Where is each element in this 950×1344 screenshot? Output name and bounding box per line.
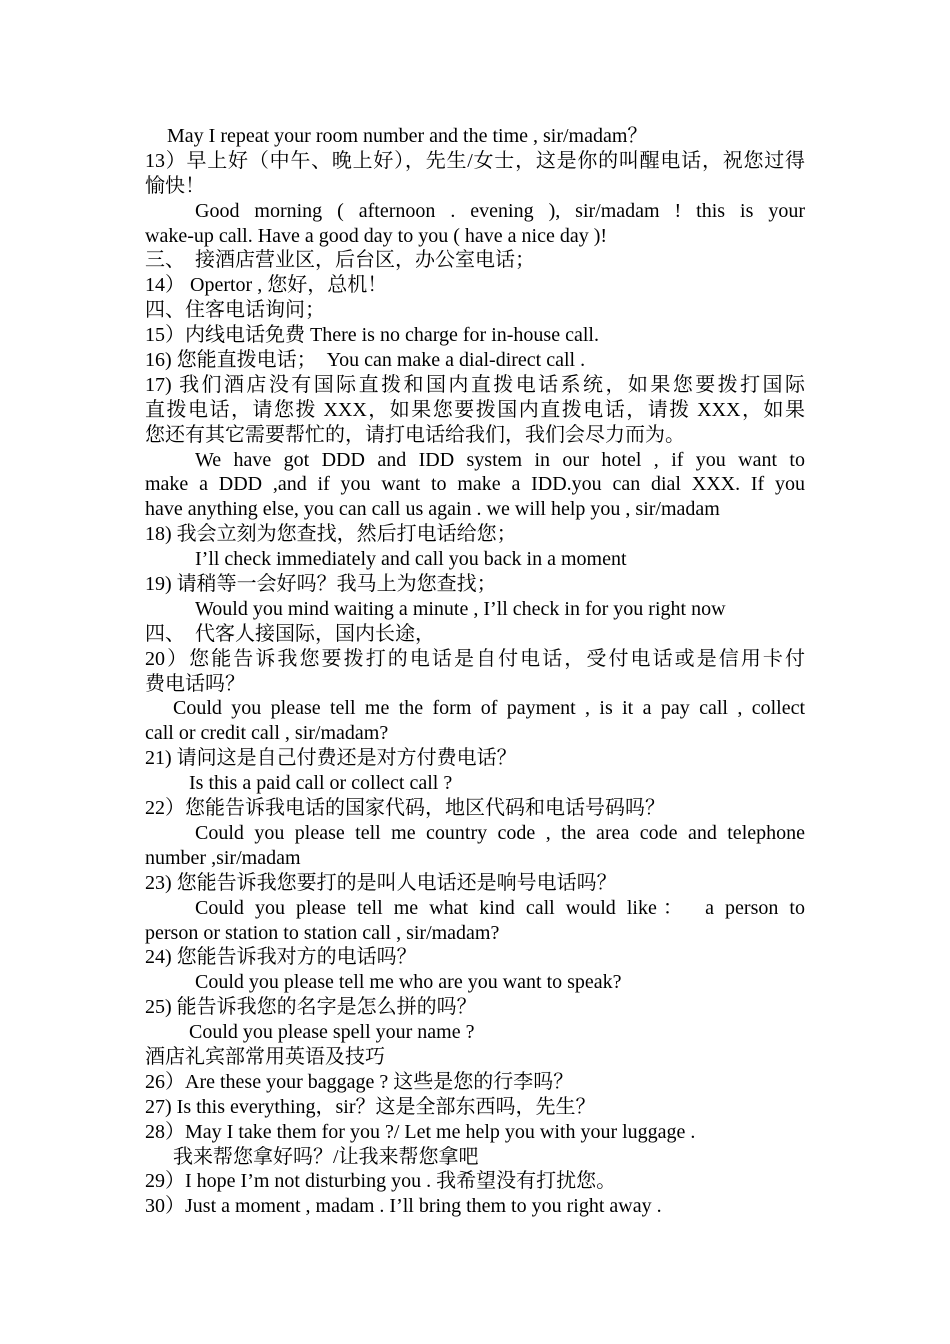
text-line: Could you please tell me the form of payment , is it a pay call , collect bbox=[173, 697, 805, 720]
text-line: 13）早上好（中午、晚上好），先生/女士，这是你的叫醒电话，祝您过得 bbox=[145, 149, 805, 172]
text-line: wake-up call. Have a good day to you ( have a nice day )! bbox=[145, 224, 608, 247]
text-line: call or credit call , sir/madam? bbox=[145, 722, 389, 745]
text-line: 26）Are these your baggage ? 这些是您的行李吗？ bbox=[145, 1070, 574, 1093]
text-line: 30）Just a moment , madam . I’ll bring them to you right away . bbox=[145, 1195, 662, 1218]
text-line: 18) 我会立刻为您查找，然后打电话给您； bbox=[145, 523, 517, 546]
section-heading: 四、 代客人接国际，国内长途， bbox=[145, 622, 435, 645]
text-line: 14） Opertor , 您好，总机！ bbox=[145, 274, 388, 297]
text-line: 28）May I take them for you ?/ Let me help you with your luggage . bbox=[145, 1120, 696, 1143]
text-line: I’ll check immediately and call you back in a moment bbox=[195, 548, 627, 571]
text-line: May I repeat your room number and the time , sir/madam？ bbox=[167, 125, 648, 147]
text-line: 23) 您能告诉我您要打的是叫人电话还是响号电话吗？ bbox=[145, 871, 617, 894]
section-heading: 三、 接酒店营业区，后台区，办公室电话； bbox=[145, 249, 535, 272]
text-line: Is this a paid call or collect call ? bbox=[189, 772, 453, 795]
text-line: make a DDD ,and if you want to make a IDD.you can dial XXX. If you bbox=[145, 473, 805, 496]
text-line: Would you mind waiting a minute , I’ll check in for you right now bbox=[195, 597, 726, 620]
text-line: Could you please tell me who are you want to speak? bbox=[195, 971, 622, 994]
text-line: Could you please tell me country code , the area code and telephone bbox=[195, 821, 805, 844]
text-line: 27) Is this everything，sir？这是全部东西吗，先生？ bbox=[145, 1095, 596, 1118]
text-line: 16) 您能直拨电话； You can make a dial-direct call . bbox=[145, 349, 586, 372]
text-line: 我来帮您拿好吗？/让我来帮您拿吧 bbox=[173, 1145, 479, 1168]
text-line: 25) 能告诉我您的名字是怎么拼的吗？ bbox=[145, 996, 477, 1019]
text-line: 直拨电话，请您拨 XXX，如果您要拨国内直拨电话，请拨 XXX，如果 bbox=[145, 398, 805, 421]
text-line: person or station to station call , sir/madam? bbox=[145, 921, 500, 944]
text-line: Good morning ( afternoon . evening ), sir/madam ! this is your bbox=[195, 199, 805, 222]
text-line: 愉快！ bbox=[145, 174, 205, 197]
text-line: 17) 我们酒店没有国际直拨和国内直拨电话系统，如果您要拨打国际 bbox=[145, 373, 805, 396]
text-line: 29）I hope I’m not disturbing you . 我希望没有打扰您。 bbox=[145, 1170, 617, 1193]
section-heading: 四、住客电话询问； bbox=[145, 299, 325, 322]
text-line: 费电话吗？ bbox=[145, 672, 245, 695]
text-line: 20）您能告诉我您要拨打的电话是自付电话，受付电话或是信用卡付 bbox=[145, 647, 805, 670]
document-body bbox=[145, 124, 805, 1219]
text-line: 19) 请稍等一会好吗？我马上为您查找； bbox=[145, 573, 497, 596]
text-line: We have got DDD and IDD system in our hotel , if you want to bbox=[195, 448, 805, 471]
text-line: have anything else, you can call us again . we will help you , sir/madam bbox=[145, 498, 720, 521]
text-line: Could you please tell me what kind call would like： a person to bbox=[195, 896, 805, 919]
section-heading: 酒店礼宾部常用英语及技巧 bbox=[145, 1045, 385, 1068]
text-line: Could you please spell your name ? bbox=[189, 1021, 475, 1044]
text-line: 21) 请问这是自己付费还是对方付费电话？ bbox=[145, 747, 517, 770]
text-line: 您还有其它需要帮忙的，请打电话给我们，我们会尽力而为。 bbox=[145, 423, 685, 446]
text-line: number ,sir/madam bbox=[145, 846, 301, 869]
text-line: 22）您能告诉我电话的国家代码，地区代码和电话号码吗？ bbox=[145, 797, 665, 820]
text-line: 15）内线电话免费 There is no charge for in-house call. bbox=[145, 324, 599, 347]
text-line: 24) 您能告诉我对方的电话吗？ bbox=[145, 946, 417, 969]
